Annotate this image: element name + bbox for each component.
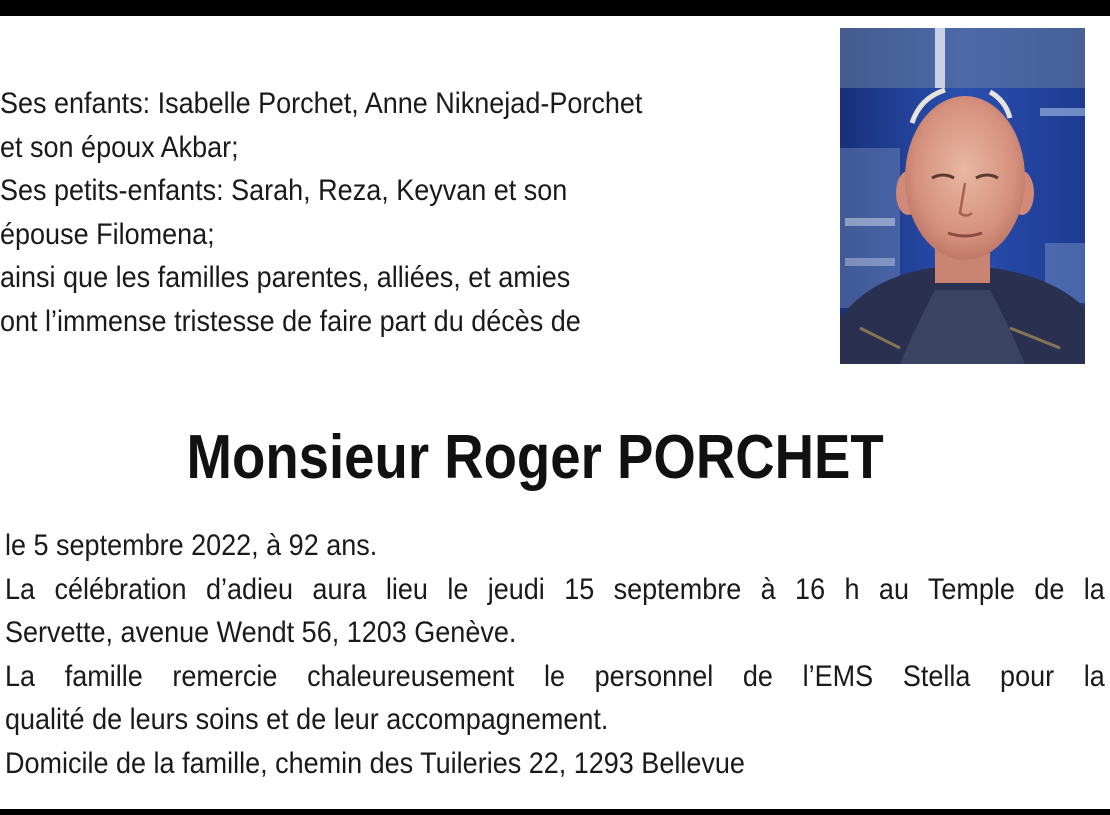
detail-line: La famille remercie chaleureusement le personnel de l’EMS Stella pour la [5, 659, 1105, 693]
intro-line: ainsi que les familles parentes, alliées, et amies [0, 261, 571, 294]
portrait-photo [840, 28, 1085, 364]
family-announcement [0, 82, 738, 343]
detail-line: qualité de leurs soins et de leur accompagnement. [5, 703, 609, 736]
intro-line: ont l’immense tristesse de faire part du décès de [0, 304, 581, 338]
detail-line: La célébration d’adieu aura lieu le jeudi 15 septembre à 16 h au Temple de la [5, 572, 1105, 606]
detail-line: Domicile de la famille, chemin des Tuileries 22, 1293 Bellevue [5, 746, 745, 780]
detail-line: Servette, avenue Wendt 56, 1203 Genève. [5, 616, 517, 649]
intro-line: Ses petits-enfants: Sarah, Reza, Keyvan et son [0, 174, 568, 207]
bottom-border [0, 809, 1110, 815]
funeral-details [5, 524, 1105, 785]
intro-line: et son époux Akbar; [0, 130, 239, 164]
detail-line: le 5 septembre 2022, à 92 ans. [5, 529, 378, 562]
deceased-name [0, 418, 1110, 498]
intro-line: épouse Filomena; [0, 217, 215, 251]
top-border [0, 0, 1110, 16]
deceased-name-text: Monsieur Roger PORCHET [186, 423, 884, 492]
intro-line: Ses enfants: Isabelle Porchet, Anne Niknejad-Porchet [0, 87, 643, 120]
